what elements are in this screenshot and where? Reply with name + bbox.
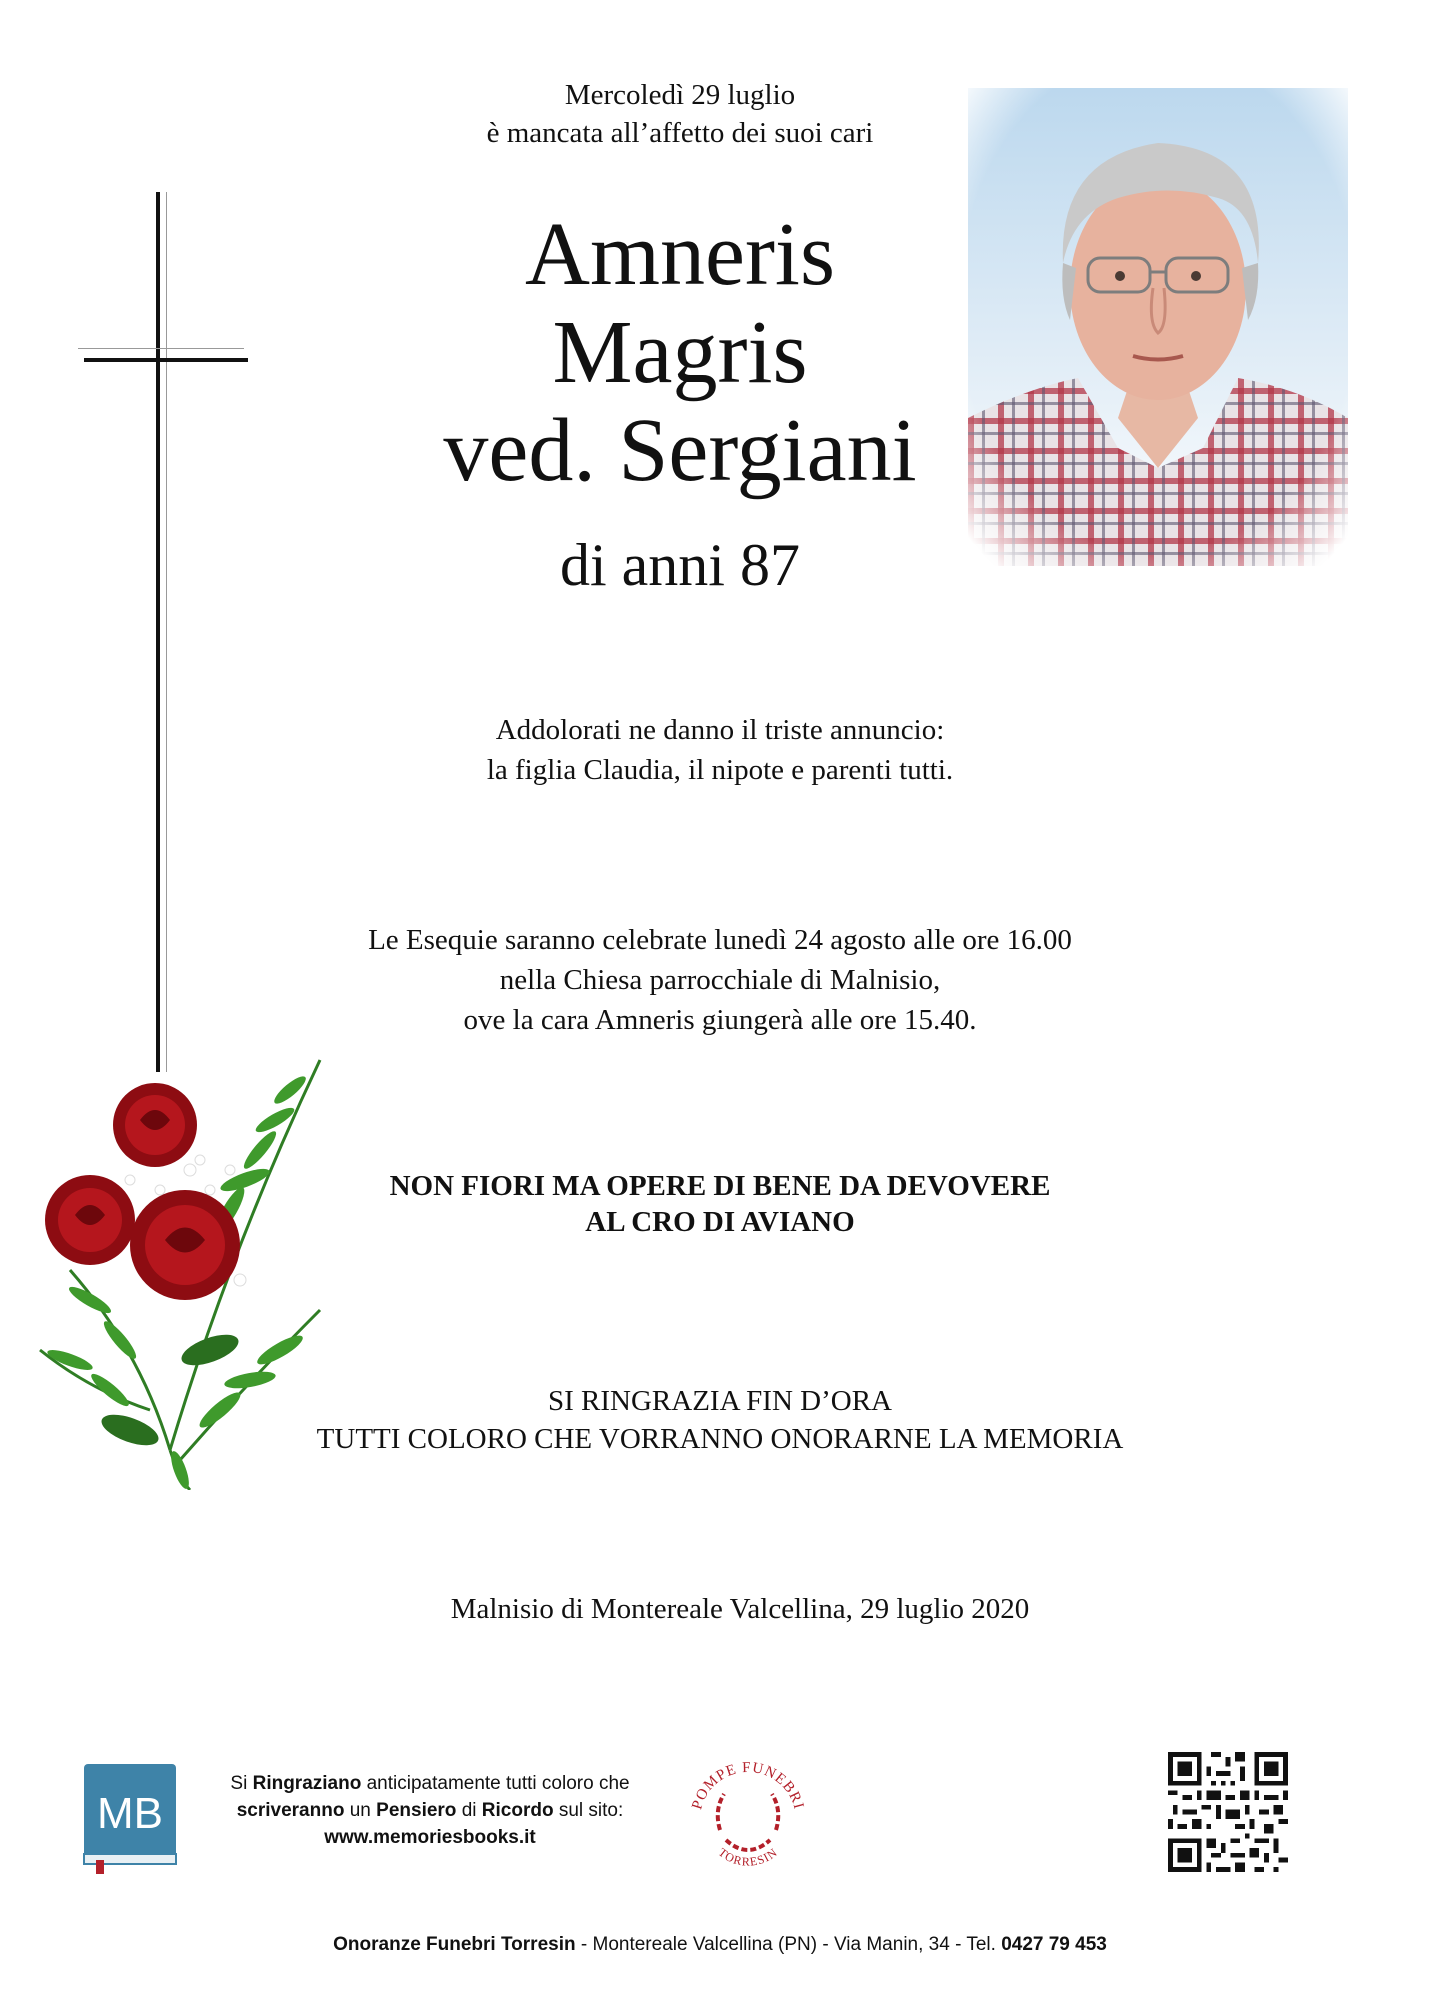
company-footer	[240, 1932, 1200, 1958]
funeral-line-2: nella Chiesa parrocchiale di Malnisio,	[499, 964, 941, 996]
death-date-intro	[380, 76, 980, 152]
donation-request	[250, 1168, 1190, 1240]
announcement-line-1: Addolorati ne danno il triste annuncio:	[495, 714, 945, 746]
pompe-funebri-logo	[678, 1748, 818, 1888]
svg-text:TORRESIN: TORRESIN	[715, 1845, 781, 1869]
announcement-line-2: la figlia Claudia, il nipote e parenti tutti.	[486, 754, 954, 786]
funeral-info	[250, 920, 1190, 1040]
first-name: Amneris	[525, 205, 835, 304]
mb-logo-text: MB	[97, 1789, 163, 1838]
intro-phrase: è mancata all’affetto dei suoi cari	[486, 117, 874, 149]
last-name: Magris	[552, 303, 808, 402]
svg-text:POMPE FUNEBRI: POMPE FUNEBRI	[689, 1759, 807, 1812]
thanks-message	[200, 1382, 1240, 1458]
memoriesbooks-logo	[80, 1762, 180, 1874]
place-and-date: Malnisio di Montereale Valcellina, 29 luglio 2020	[450, 1593, 1030, 1625]
donation-line-1: NON FIORI MA OPERE DI BENE DA DEVOVERE	[389, 1170, 1051, 1202]
memoriesbooks-message: Si Ringraziano anticipatamente tutti coloro che scriveranno un Pensiero di Ricordo sul sito: www.memoriesbooks.it	[230, 1773, 630, 1848]
company-phone[interactable]: 0427 79 453	[1001, 1934, 1107, 1955]
company-address: - Montereale Valcellina (PN) - Via Manin, 34 - Tel.	[575, 1934, 1002, 1955]
memoriesbooks-url[interactable]: www.memoriesbooks.it	[324, 1827, 536, 1848]
deceased-age: di anni 87	[560, 532, 800, 598]
announcement	[380, 710, 1060, 790]
donation-line-2: AL CRO DI AVIANO	[585, 1206, 855, 1238]
qr-code[interactable]	[1168, 1752, 1288, 1872]
thanks-line-2: TUTTI COLORO CHE VORRANNO ONORARNE LA MEMORIA	[316, 1423, 1124, 1455]
thanks-line-1: SI RINGRAZIA FIN D’ORA	[548, 1385, 892, 1417]
company-name: Onoranze Funebri Torresin	[333, 1934, 576, 1955]
funeral-line-1: Le Esequie saranno celebrate lunedì 24 agosto alle ore 16.00	[368, 924, 1072, 956]
intro-date: Mercoledì 29 luglio	[564, 79, 796, 111]
deceased-name	[380, 206, 980, 500]
funeral-line-3: ove la cara Amneris giungerà alle ore 15.40.	[463, 1004, 977, 1036]
married-name: ved. Sergiani	[443, 401, 917, 500]
portrait-photo	[968, 88, 1348, 566]
